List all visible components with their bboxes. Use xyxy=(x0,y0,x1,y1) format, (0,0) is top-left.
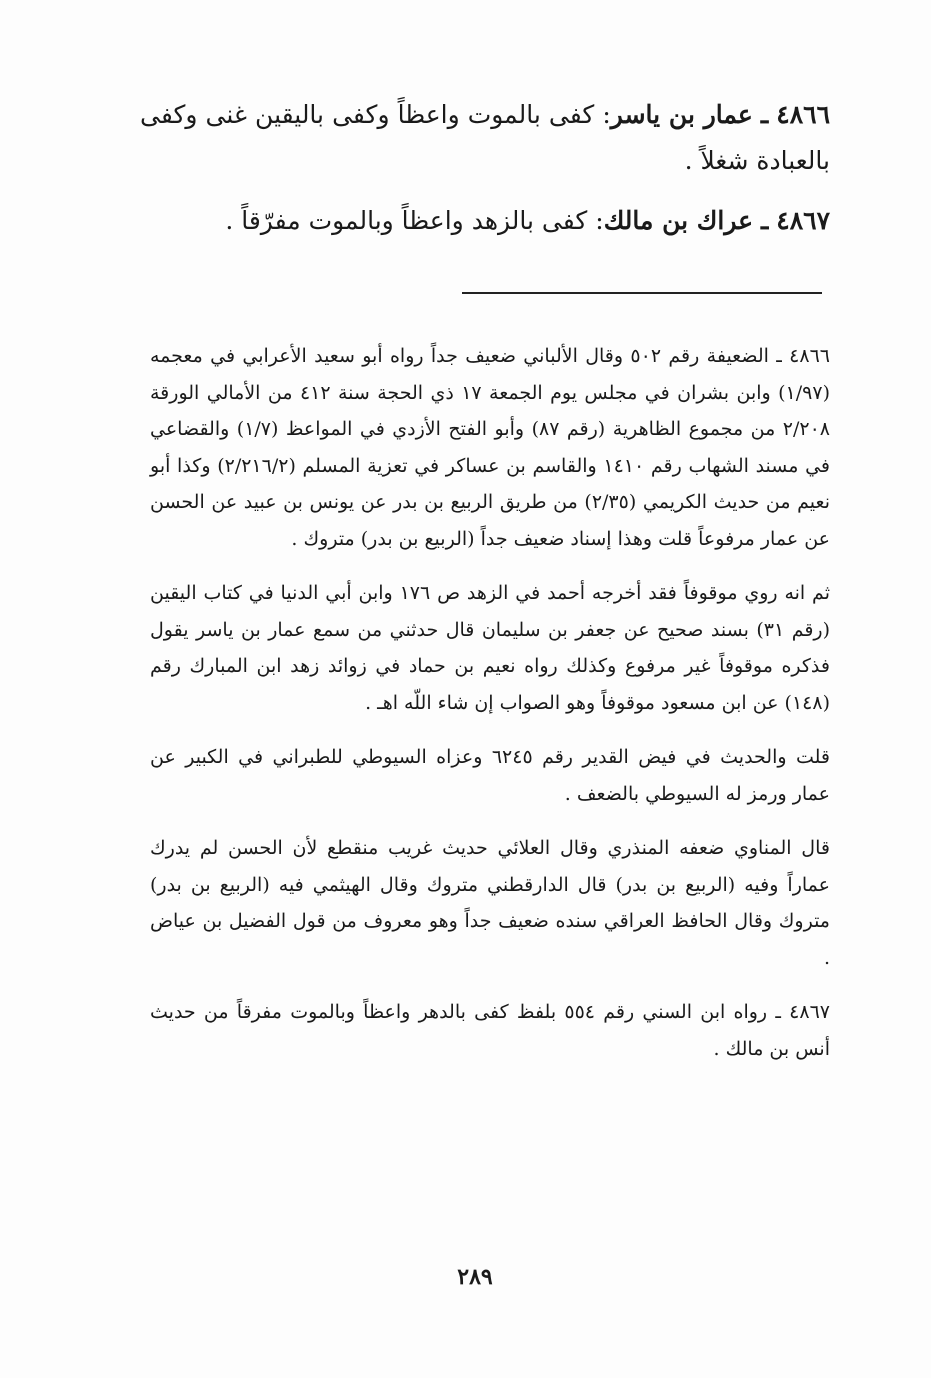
footnote-divider xyxy=(462,292,822,294)
entry-number: ٤٨٦٦ xyxy=(776,100,831,129)
entry-dash: ـ xyxy=(760,100,769,129)
page-number: ٢٨٩ xyxy=(457,1264,493,1290)
main-entries xyxy=(140,92,830,258)
entry-name: عمار بن ياسر xyxy=(610,100,753,129)
entry-number: ٤٨٦٧ xyxy=(776,206,830,235)
entry-dash: ـ xyxy=(761,206,769,235)
entry-text: : كفى بالزهد واعظاً وبالموت مفرّقاً . xyxy=(225,206,604,235)
footnote-paragraph: ٤٨٦٦ ـ الضعيفة رقم ٥٠٢ وقال الألباني ضعيف جداً رواه أبو سعيد الأعرابي في معجمه (١/٩٧) وابن بشران في مجلس يوم الجمعة ١٧ ذي الحجة سنة ٤١٢ من الأمالي الورقة ٢/٢٠٨ من مجموع الظاهرية (رقم ٨٧) وأبو الفتح الأزدي في المواعظ (١/٧) والقضاعي في مسند الشهاب رقم ١٤١٠ والقاسم بن عساكر في تعزية المسلم (٢/٢١٦/٢) وكذا أبو نعيم من حديث الكريمي (٢/٣٥) من طريق الربيع بن بدر عن يونس بن عبيد عن الحسن عن عمار مرفوعاً قلت وهذا إسناد ضعيف جداً (الربيع بن بدر) متروك . xyxy=(150,345,831,550)
entry-name: عراك بن مالك xyxy=(603,206,754,235)
footnote-paragraph: قال المناوي ضعفه المنذري وقال العلائي حديث غريب منقطع لأن الحسن لم يدرك عماراً وفيه (الربيع بن بدر) قال الدارقطني متروك وقال الهيثمي فيه (الربيع بن بدر) متروك وقال الحافظ العراقي سنده ضعيف جداً وهو معروف من قول الفضيل بن عياض . xyxy=(150,837,830,969)
footnote-paragraph: ثم انه روي موقوفاً فقد أخرجه أحمد في الزهد ص ١٧٦ وابن أبي الدنيا في كتاب اليقين (رقم ٣١) بسند صحيح عن جعفر بن سليمان قال حدثني من سمع عمار بن ياسر يقول فذكره موقوفاً غير مرفوع وكذلك رواه نعيم بن حماد في زوائد زهد ابن المبارك رقم (١٤٨) عن ابن مسعود موقوفاً وهو الصواب إن شاء اللّه اهـ . xyxy=(150,582,831,714)
footnotes xyxy=(150,338,830,1085)
footnote-paragraph: ٤٨٦٧ ـ رواه ابن السني رقم ٥٥٤ بلفظ كفى بالدهر واعظاً وبالموت مفرقاً من حديث أنس بن مالك . xyxy=(150,1001,830,1060)
footnote-paragraph: قلت والحديث في فيض القدير رقم ٦٢٤٥ وعزاه السيوطي للطبراني في الكبير عن عمار ورمز له السيوطي بالضعف . xyxy=(150,746,830,805)
entry-4867 xyxy=(140,198,830,244)
entry-4866 xyxy=(140,92,830,184)
entry-text: : كفى بالموت واعظاً وكفى باليقين غنى وكفى بالعبادة شغلاً . xyxy=(140,100,830,175)
